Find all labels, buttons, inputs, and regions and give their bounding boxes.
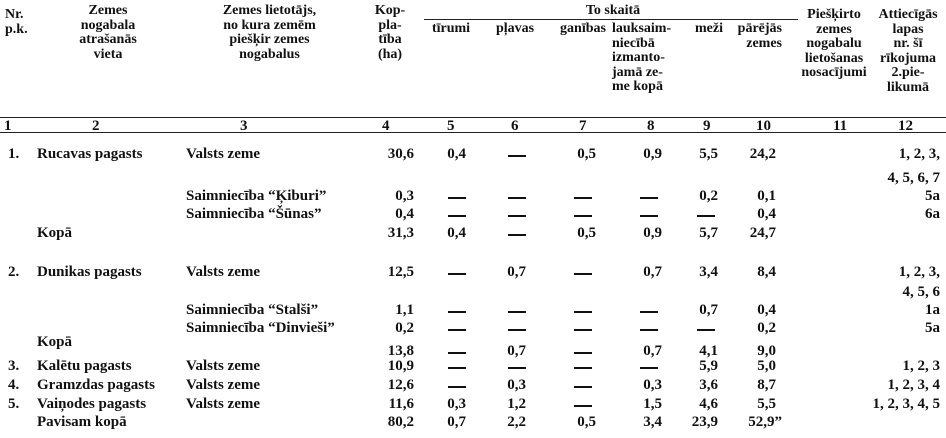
table-row-continuation [0,284,946,302]
table-row [0,206,946,224]
row-area: 12,6 [387,377,414,393]
cell-pages: 5a [925,320,940,336]
row-area: 0,4 [395,206,414,222]
cell-forests: 5,7 [699,225,718,241]
cell-agri-total: 0,9 [643,146,662,162]
cell-agri-total: 1,5 [643,396,662,412]
table-row [0,396,946,414]
col-num-3: 3 [240,118,248,134]
cell-meadows: 2,2 [507,414,526,430]
row-area: 10,9 [387,358,414,374]
cell-agri-total: 0,7 [643,343,662,359]
row-number: 4. [8,377,20,393]
col-num-12: 12 [898,118,913,134]
cell-forests: 3,4 [699,264,718,280]
cell-meadows: 1,2 [507,396,526,412]
row-number: 5. [8,396,20,412]
dash-agri-total [640,329,658,331]
cell-clearings: 0,3 [447,396,466,412]
cell-forests: 4,6 [699,396,718,412]
cell-pages: 1, 2, 3 [902,358,940,374]
header-to-skaita: To skaitā [585,3,641,18]
dash-pastures [574,367,592,369]
row-area: 11,6 [388,396,414,412]
dash-clearings [448,273,466,275]
header-pages: Attiecīgās lapas nr. šī rīkojuma 2.pie- likumā [878,7,938,95]
cell-other: 8,4 [757,264,776,280]
dash-meadows [508,329,526,331]
header-user: Zemes lietotājs, no kura zemēm piešķir zemes nogabalus [222,3,317,62]
row-user: Valsts zeme [186,358,261,374]
cell-other: 0,1 [757,188,776,204]
row-location: Gramzdas pagasts [37,377,155,393]
cell-other: 0,4 [757,206,776,222]
header-clearings: tīrumi [431,21,471,36]
table-row-subtotal [0,225,946,243]
cell-forests: 5,9 [699,358,718,374]
cell-pastures: 0,5 [577,414,596,430]
col-num-1: 1 [4,118,12,134]
dash-agri-total [640,311,658,313]
cell-clearings: 0,4 [447,225,466,241]
cell-pages: 1, 2, 3, 4 [887,377,940,393]
table-row [0,146,946,164]
col-num-7: 7 [579,118,587,134]
table-row-grand-total [0,414,946,432]
cell-other: 52,9” [748,414,782,430]
row-number: 2. [8,264,20,280]
row-user: Valsts zeme [186,264,261,280]
dash-clearings [448,329,466,331]
dash-pastures [574,273,592,275]
cell-pastures: 0,5 [577,225,596,241]
col-num-8: 8 [647,118,655,134]
header-location: Zemes nogabala atrašanās vieta [79,3,137,62]
cell-other: 5,0 [757,358,776,374]
cell-pages: 1, 2, 3, [898,146,940,162]
cell-pages: 1, 2, 3, 4, 5 [872,396,940,412]
header-bottom-rule [0,117,946,118]
header-other: pārējās zemes [737,21,782,51]
row-location: Kalētu pagasts [37,358,132,374]
cell-pages: 1, 2, 3, [898,264,940,280]
cell-other: 5,5 [757,396,776,412]
cell-clearings: 0,4 [447,146,466,162]
dash-pastures [574,405,592,407]
dash-clearings [448,215,466,217]
dash-clearings [448,386,466,388]
row-location: Dunikas pagasts [37,264,142,280]
cell-other: 24,2 [749,146,776,162]
row-number: 3. [8,358,20,374]
cell-other: 0,4 [757,302,776,318]
cell-meadows: 0,7 [507,343,526,359]
dash-pastures [574,352,592,354]
cell-forests: 0,2 [699,188,718,204]
cell-pages: 1a [925,302,940,318]
row-location: Pavisam kopā [37,414,127,430]
dash-meadows [508,197,526,199]
row-area: 31,3 [387,225,414,241]
table-row [0,188,946,206]
dash-pastures [574,386,592,388]
cell-pages: 5a [925,188,940,204]
cell-agri-total: 0,3 [643,377,662,393]
cell-meadows: 0,7 [507,264,526,280]
cell-forests: 3,6 [699,377,718,393]
col-num-9: 9 [703,118,711,134]
cell-forests: 23,9 [691,414,718,430]
dash-clearings [448,367,466,369]
header-pastures: ganības [560,21,606,36]
dash-pastures [574,215,592,217]
col-num-5: 5 [447,118,455,134]
dash-forests [697,329,715,331]
dash-agri-total [640,197,658,199]
row-user: Saimniecība “Ķiburi” [186,188,327,204]
row-location: Kopā [37,225,73,241]
header-conditions: Piešķirto zemes nogabalu lietošanas nosacījumi [801,7,867,80]
row-user: Saimniecība “Šūnas” [186,206,322,222]
row-user: Saimniecība “Dinvieši” [186,320,335,336]
col-num-11: 11 [833,118,848,134]
cell-meadows: 0,3 [507,377,526,393]
row-user: Valsts zeme [186,377,261,393]
column-number-rule [0,132,946,133]
dash-meadows [508,234,526,236]
col-num-10: 10 [756,118,771,134]
cell-other: 9,0 [757,343,776,359]
row-user: Valsts zeme [186,146,261,162]
row-number: 1. [8,146,20,162]
dash-clearings [448,352,466,354]
cell-forests: 4,1 [699,343,718,359]
dash-forests [697,215,715,217]
row-area: 0,2 [395,320,414,336]
table-row [0,302,946,320]
row-area: 1,1 [395,302,414,318]
dash-pastures [574,329,592,331]
cell-pastures: 0,5 [577,146,596,162]
table-row [0,377,946,395]
dash-meadows [508,215,526,217]
header-group-line [424,19,798,20]
cell-forests: 0,7 [699,302,718,318]
row-location: Rucavas pagasts [37,146,143,162]
header-forests: meži [695,21,723,36]
col-num-6: 6 [511,118,519,134]
header-nr: Nr. p.k. [5,7,28,37]
cell-clearings: 0,7 [447,414,466,430]
dash-agri-total [640,367,658,369]
row-location: Vaiņodes pagasts [37,396,147,412]
table-row [0,358,946,376]
header-agri-total: lauksaim- niecībā izmanto- jamā ze- me kopā [612,21,672,94]
cell-forests: 5,5 [699,146,718,162]
dash-meadows [508,311,526,313]
cell-pages-cont: 4, 5, 6 [902,284,940,300]
row-area: 30,6 [387,146,414,162]
cell-pages: 6a [925,206,940,222]
cell-pages-cont: 4, 5, 6, 7 [887,170,940,186]
header-area: Kop- pla- tība (ha) [374,3,406,62]
row-area: 0,3 [395,188,414,204]
cell-agri-total: 3,4 [643,414,662,430]
dash-meadows [508,155,526,157]
table-row [0,264,946,282]
dash-agri-total [640,215,658,217]
row-user: Valsts zeme [186,396,261,412]
row-area: 13,8 [387,343,414,359]
col-num-4: 4 [382,118,390,134]
row-location: Kopā [37,334,73,350]
cell-agri-total: 0,9 [643,225,662,241]
table-row-continuation [0,170,946,188]
dash-clearings [448,311,466,313]
dash-clearings [448,197,466,199]
row-area: 80,2 [387,414,414,430]
header-meadows: pļavas [495,21,535,36]
dash-pastures [574,311,592,313]
col-num-2: 2 [92,118,100,134]
dash-meadows [508,367,526,369]
dash-pastures [574,197,592,199]
cell-agri-total: 0,7 [643,264,662,280]
cell-other: 8,7 [757,377,776,393]
cell-other: 0,2 [757,320,776,336]
cell-other: 24,7 [749,225,776,241]
row-user: Saimniecība “Stalši” [186,302,319,318]
row-area: 12,5 [387,264,414,280]
